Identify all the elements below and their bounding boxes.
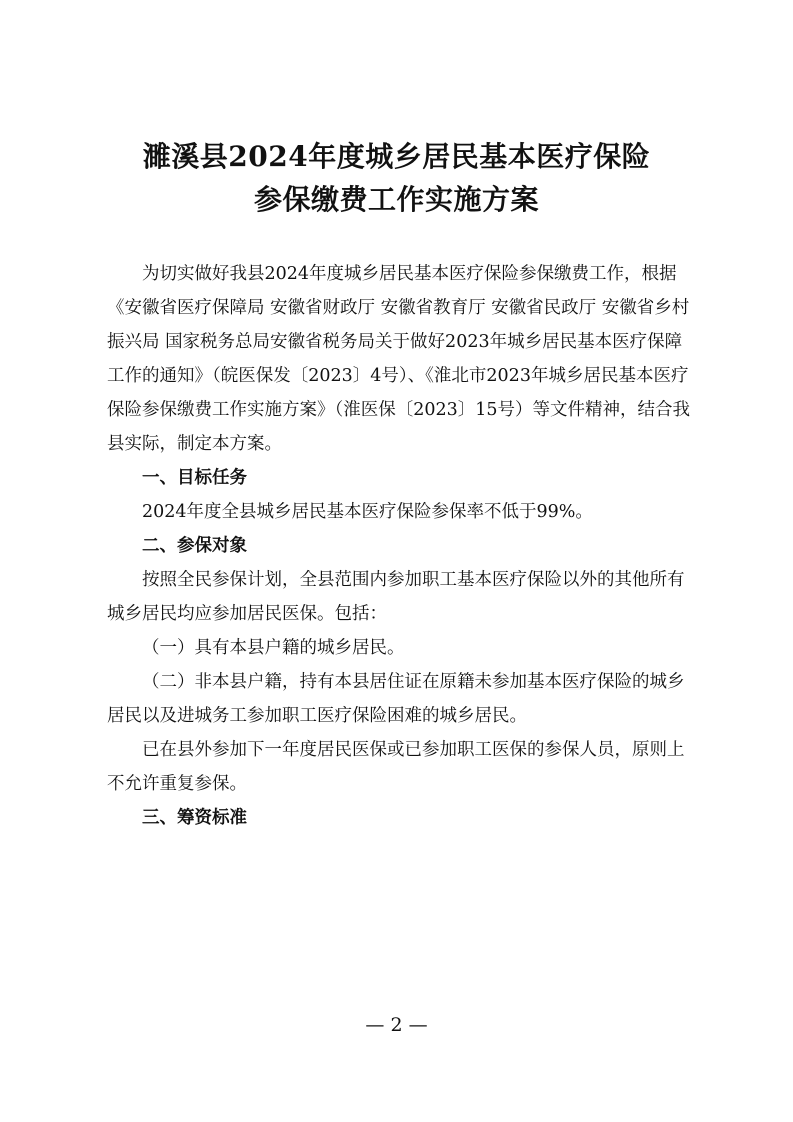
section-heading-goals: 一、目标任务 [142, 468, 247, 488]
goals-paragraph: 2024年度全县城乡居民基本医疗保险参保率不低于99%。 [142, 502, 593, 522]
page-number: — 2 — [365, 1014, 428, 1036]
document-body [107, 257, 697, 835]
document-title-line-2: 参保缴费工作实施方案 [253, 183, 539, 216]
insured-note-paragraph: 已在县外参加下一年度居民医保或已参加职工医保的参保人员，原则上不允许重复参保。 [107, 740, 685, 794]
insured-item-2: （二）非本县户籍，持有本县居住证在原籍未参加基本医疗保险的城乡居民以及进城务工参加职工医疗保险困难的城乡居民。 [107, 672, 685, 726]
section-heading-funding: 三、筹资标准 [142, 808, 247, 828]
intro-paragraph: 为切实做好我县2024年度城乡居民基本医疗保险参保缴费工作，根据《安徽省医疗保障局 安徽省财政厅 安徽省教育厅 安徽省民政厅 安徽省乡村振兴局 国家税务总局安徽省税务局关于做好2023年城乡居民基本医疗保障工作的通知》（皖医保发〔2023〕4号）、《淮北市2023年城乡居民基本医疗保险参保缴费工作实施方案》（淮医保〔2023〕15号）等文件精神，结合我县实际，制定本方案。 [107, 264, 691, 454]
insured-item-1: （一）具有本县户籍的城乡居民。 [142, 638, 405, 658]
section-heading-insured: 二、参保对象 [142, 536, 247, 556]
insured-paragraph: 按照全民参保计划，全县范围内参加职工基本医疗保险以外的其他所有城乡居民均应参加居民医保。包括： [107, 570, 685, 624]
document-title-line-1: 濉溪县2024年度城乡居民基本医疗保险 [142, 140, 651, 173]
